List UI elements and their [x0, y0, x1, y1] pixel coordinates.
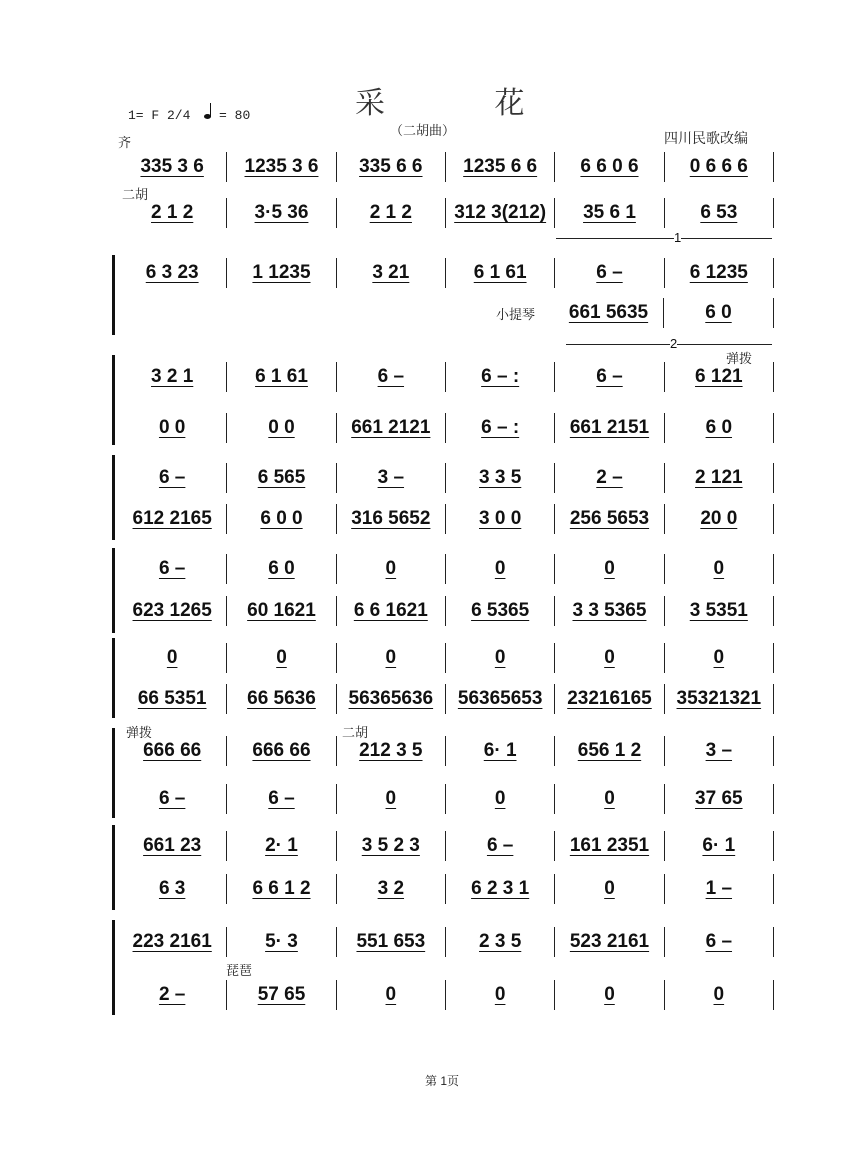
measure-notes: 6 – [158, 558, 186, 579]
measure [555, 980, 664, 1010]
score-line [118, 152, 774, 182]
measure [665, 684, 774, 714]
measure-notes: 3 5 2 3 [361, 835, 420, 856]
measure-notes: 6 – [705, 931, 733, 952]
measure [665, 362, 774, 392]
measure [555, 504, 664, 534]
measure [337, 413, 446, 443]
measure-notes: 6 3 [158, 878, 186, 899]
measure [227, 980, 336, 1010]
measure-notes: 3 – [377, 467, 405, 488]
measure [337, 554, 446, 584]
measure-notes: 6 – [596, 366, 623, 387]
measure [665, 554, 774, 584]
volta-2: 2 [566, 344, 772, 353]
measure-notes: 0 0 [158, 417, 186, 438]
measure-notes: 335 6 6 [359, 156, 423, 177]
measure [118, 152, 227, 182]
score-line [118, 362, 774, 392]
measure [118, 980, 227, 1010]
measure-notes: 256 5653 [569, 508, 650, 529]
measure-notes: 3 3 5 [479, 467, 522, 488]
measure [337, 784, 446, 814]
measure [555, 784, 664, 814]
measure-notes: 0 0 [268, 417, 295, 438]
measure-notes: 0 [494, 984, 506, 1005]
measure-notes: 6 1 61 [255, 366, 308, 387]
measure-notes: 661 2151 [569, 417, 650, 438]
measure [227, 927, 336, 957]
measure [227, 463, 336, 493]
measure [665, 198, 774, 228]
measure-notes: 661 2121 [351, 417, 431, 438]
measure [337, 736, 446, 766]
measure-notes: 2 1 2 [369, 202, 412, 223]
measure [227, 298, 336, 328]
measure-notes: 56365636 [348, 688, 434, 709]
measure [665, 736, 774, 766]
score-line [118, 643, 774, 673]
measure [446, 684, 555, 714]
measure-notes: 6 6 1 2 [252, 878, 311, 899]
measure-notes: 6 – [486, 835, 514, 856]
measure-notes: 60 1621 [247, 600, 316, 621]
measure-notes: 0 [385, 558, 397, 579]
score-line [118, 413, 774, 443]
measure-notes: 0 [494, 788, 506, 809]
measure-notes: 335 3 6 [140, 156, 204, 177]
measure-notes: 3 – [705, 740, 733, 761]
measure [337, 198, 446, 228]
measure [336, 298, 445, 328]
measure-notes: 6 – : [481, 366, 520, 387]
tempo-value: = 80 [219, 108, 251, 123]
measure-notes: 6 3 23 [145, 262, 199, 283]
measure [665, 874, 774, 904]
measure-notes: 666 66 [143, 740, 202, 761]
measure [337, 831, 446, 861]
key-tempo [128, 108, 250, 123]
measure [337, 684, 446, 714]
measure-notes: 23216165 [567, 688, 652, 709]
measure-notes: 0 [166, 647, 178, 668]
measure [665, 596, 774, 626]
measure [337, 596, 446, 626]
measure [337, 927, 446, 957]
measure [446, 784, 555, 814]
measure-notes: 66 5636 [247, 688, 316, 709]
measure-notes: 656 1 2 [577, 740, 642, 761]
measure-notes: 0 [713, 558, 725, 579]
measure [446, 554, 555, 584]
measure [665, 504, 774, 534]
measure-notes: 0 [494, 558, 506, 579]
measure [555, 831, 664, 861]
measure [118, 736, 227, 766]
measure [555, 736, 664, 766]
measure-notes: 666 66 [252, 740, 311, 761]
measure [118, 596, 227, 626]
measure-notes: 6 – [158, 788, 186, 809]
measure-notes: 1 – [705, 878, 733, 899]
score-line [118, 554, 774, 584]
measure-notes: 6 1235 [689, 262, 748, 283]
measure-notes: 20 0 [700, 508, 738, 529]
volta-1: 1 [556, 238, 772, 247]
measure-notes: 6 0 [705, 417, 733, 438]
measure [555, 463, 664, 493]
measure [555, 198, 664, 228]
measure [555, 874, 664, 904]
measure [227, 784, 336, 814]
measure-notes: 0 [604, 647, 615, 668]
measure [665, 980, 774, 1010]
score-title: 采 花 [355, 86, 575, 121]
measure-notes: 6 – [158, 467, 186, 488]
measure [554, 298, 664, 328]
score-line [118, 927, 774, 957]
measure-notes: 6 2 3 1 [471, 878, 530, 899]
measure-notes: 661 5635 [568, 302, 649, 323]
arranger-credit: 四川民歌改编 [664, 130, 748, 146]
score-line [118, 463, 774, 493]
measure-notes: 6 0 0 [260, 508, 303, 529]
measure-notes: 612 2165 [132, 508, 212, 529]
measure [665, 643, 774, 673]
measure-notes: 3 3 5365 [572, 600, 647, 621]
measure [555, 684, 664, 714]
measure [446, 736, 555, 766]
score-subtitle: （二胡曲） [390, 123, 456, 138]
measure-notes: 0 [713, 647, 725, 668]
measure-notes: 6· 1 [702, 835, 736, 856]
pipa-label: 琵琶 [226, 963, 253, 978]
measure-notes: 2 – [158, 984, 186, 1005]
measure-notes: 0 [276, 647, 287, 668]
score-line [118, 684, 774, 714]
measure [118, 258, 227, 288]
measure-notes: 316 5652 [351, 508, 431, 529]
measure [446, 463, 555, 493]
measure [555, 152, 664, 182]
measure [445, 298, 554, 328]
measure-notes: 0 [385, 984, 397, 1005]
measure-notes: 312 3(212) [454, 202, 547, 223]
measure [227, 258, 336, 288]
measure [118, 927, 227, 957]
measure-notes: 2 1 2 [151, 202, 194, 223]
measure [555, 413, 664, 443]
measure [118, 684, 227, 714]
measure-notes: 6 565 [257, 467, 306, 488]
score-line [118, 504, 774, 534]
measure [555, 554, 664, 584]
measure-notes: 6 121 [695, 366, 743, 387]
measure-notes: 2 – [596, 467, 623, 488]
measure-notes: 661 23 [143, 835, 202, 856]
measure [446, 927, 555, 957]
measure [555, 596, 664, 626]
measure [446, 643, 555, 673]
measure [227, 736, 336, 766]
measure-notes: 66 5351 [137, 688, 207, 709]
measure-notes: 1235 3 6 [244, 156, 319, 177]
score-line [118, 258, 774, 288]
score-line [118, 784, 774, 814]
measure [337, 463, 446, 493]
measure [665, 258, 774, 288]
measure [118, 463, 227, 493]
measure [227, 504, 336, 534]
measure-notes: 56365653 [457, 688, 543, 709]
measure-notes: 57 65 [257, 984, 306, 1005]
measure [555, 643, 664, 673]
score-line [118, 736, 774, 766]
measure [118, 413, 227, 443]
measure-notes: 37 65 [695, 788, 743, 809]
measure [227, 684, 336, 714]
measure [227, 198, 336, 228]
measure-notes: 3 0 0 [479, 508, 522, 529]
measure-notes: 2 3 5 [479, 931, 522, 952]
measure-notes: 6 – [596, 262, 623, 283]
measure-notes: 6 6 0 6 [580, 156, 639, 177]
measure [227, 362, 336, 392]
measure-notes: 551 653 [356, 931, 426, 952]
score-line [118, 596, 774, 626]
measure [118, 784, 227, 814]
measure-notes: 223 2161 [132, 931, 212, 952]
pizzicato-label-2: 弹拨 [126, 725, 153, 740]
measure-notes: 623 1265 [132, 600, 212, 621]
measure-notes: 0 6 6 6 [689, 156, 748, 177]
measure-notes: 523 2161 [569, 931, 650, 952]
measure [665, 784, 774, 814]
measure [227, 874, 336, 904]
measure [118, 554, 227, 584]
measure-notes: 6 0 [705, 302, 732, 323]
measure [118, 504, 227, 534]
measure-notes: 6 5365 [471, 600, 530, 621]
measure [446, 258, 555, 288]
measure [118, 298, 227, 328]
measure-notes: 6 – [268, 788, 295, 809]
measure-notes: 6 1 61 [473, 262, 527, 283]
measure [664, 298, 774, 328]
measure [118, 362, 227, 392]
measure-notes: 212 3 5 [359, 740, 423, 761]
score-line [118, 980, 774, 1010]
score-line [118, 831, 774, 861]
measure-notes: 0 [713, 984, 725, 1005]
measure-notes: 1 1235 [252, 262, 311, 283]
violin-label: 小提琴 [496, 307, 536, 322]
measure [337, 504, 446, 534]
measure [337, 362, 446, 392]
measure-notes: 0 [604, 558, 615, 579]
measure-notes: 0 [604, 788, 615, 809]
measure [118, 198, 227, 228]
measure [118, 831, 227, 861]
measure [227, 554, 336, 584]
measure [227, 596, 336, 626]
measure [446, 874, 555, 904]
measure [665, 413, 774, 443]
measure-notes: 6 6 1621 [353, 600, 428, 621]
measure [446, 413, 555, 443]
erhu-label: 二胡 [122, 187, 149, 202]
measure-notes: 161 2351 [569, 835, 650, 856]
measure [227, 643, 336, 673]
measure-notes: 35321321 [676, 688, 762, 709]
measure [446, 831, 555, 861]
measure-notes: 6 0 [268, 558, 295, 579]
measure [446, 980, 555, 1010]
measure-notes: 2 121 [695, 467, 743, 488]
score-line [118, 298, 774, 328]
measure [446, 596, 555, 626]
score-line [118, 198, 774, 228]
measure-notes: 0 [604, 878, 615, 899]
measure [665, 152, 774, 182]
measure [555, 927, 664, 957]
measure-notes: 0 [385, 788, 397, 809]
measure-notes: 3 21 [372, 262, 410, 283]
measure-notes: 0 [494, 647, 506, 668]
measure-notes: 2· 1 [265, 835, 298, 856]
measure [665, 927, 774, 957]
score-line [118, 874, 774, 904]
measure-notes: 3 2 1 [151, 366, 194, 387]
measure-notes: 35 6 1 [583, 202, 636, 223]
measure-notes: 5· 3 [265, 931, 298, 952]
measure [446, 198, 555, 228]
measure [337, 152, 446, 182]
measure [446, 362, 555, 392]
measure-notes: 6· 1 [483, 740, 517, 761]
erhu-label-2: 二胡 [342, 725, 369, 740]
measure-notes: 6 53 [700, 202, 738, 223]
measure [227, 152, 336, 182]
quarter-note-icon [204, 114, 211, 119]
measure [227, 831, 336, 861]
measure-notes: 6 – : [481, 417, 520, 438]
measure [337, 980, 446, 1010]
measure-notes: 3·5 36 [254, 202, 309, 223]
key-signature: 1= F 2/4 [128, 108, 191, 123]
measure-notes: 1235 6 6 [463, 156, 538, 177]
measure-notes: 0 [604, 984, 615, 1005]
measure [555, 258, 664, 288]
measure [118, 874, 227, 904]
measure [555, 362, 664, 392]
measure-notes: 3 5351 [689, 600, 748, 621]
measure [665, 831, 774, 861]
measure [118, 643, 227, 673]
measure [337, 874, 446, 904]
pizzicato-label: 弹拨 [726, 351, 753, 366]
measure [446, 152, 555, 182]
measure-notes: 3 2 [377, 878, 405, 899]
measure [665, 463, 774, 493]
page-number: 第 1页 [425, 1074, 460, 1088]
measure [227, 413, 336, 443]
measure [337, 258, 446, 288]
measure [337, 643, 446, 673]
measure-notes: 6 – [377, 366, 405, 387]
unison-label: 齐 [118, 135, 132, 150]
measure-notes: 0 [385, 647, 397, 668]
measure [446, 504, 555, 534]
